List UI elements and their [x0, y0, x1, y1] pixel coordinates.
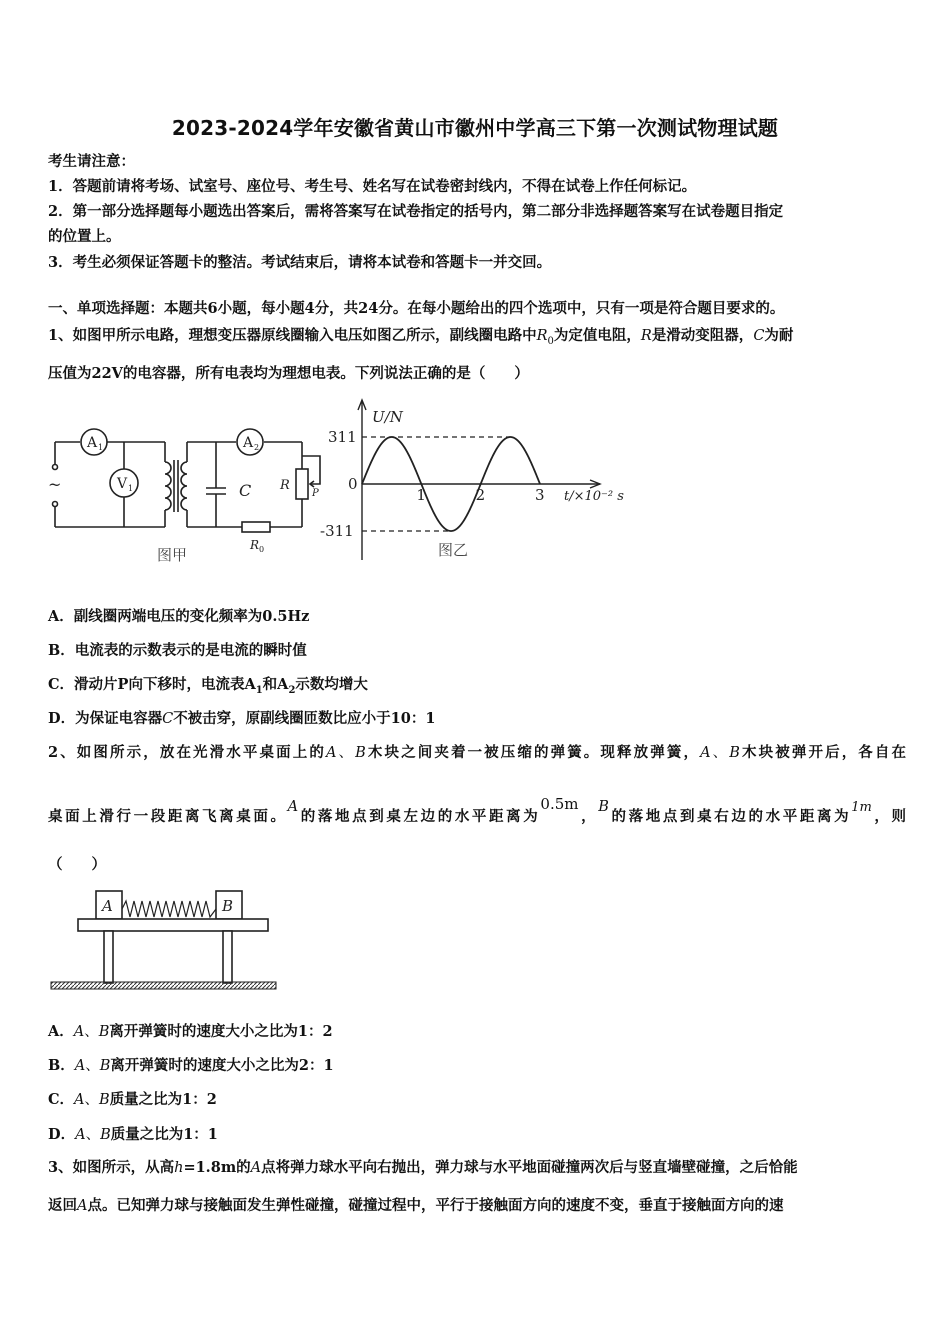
q2-option-d: D．A、B质量之比为1：1: [48, 1126, 218, 1143]
spring-icon: [122, 901, 216, 917]
ammeter-a1-label: A: [87, 435, 98, 451]
voltmeter-label: V: [117, 476, 128, 492]
y-axis-label: U/N: [372, 408, 403, 426]
figure-caption-a: 图甲: [157, 546, 188, 564]
notice-heading: 考生请注意：: [48, 153, 135, 170]
block-a-label: A: [102, 897, 113, 915]
q3-stem-line2: 返回A点。已知弹力球与接触面发生弹性碰撞，碰撞过程中，平行于接触面方向的速度不变，垂直于接触面方向的速: [48, 1197, 784, 1214]
ammeter-a2-label: A: [243, 435, 254, 451]
voltmeter-sub: 1: [128, 484, 134, 493]
y-tick-label: 311: [328, 428, 357, 446]
block-b-label: B: [222, 897, 234, 915]
section-heading: 一、单项选择题：本题共6小题，每小题4分，共24分。在每小题给出的四个选项中，只有一项是符合题目要求的。: [48, 300, 785, 317]
notice-item: 1．答题前请将考场、试室号、座位号、考生号、姓名写在试卷密封线内，不得在试卷上作任何标记。: [48, 178, 697, 195]
q1-stem-line2: 压值为22V的电容器，所有电表均为理想电表。下列说法正确的是（ ）: [48, 365, 529, 382]
q2-stem-line2: 桌面上滑行一段距离飞离桌面。A的落地点到桌左边的水平距离为0.5m，B的落地点到桌右边的水平距离为1m，则: [48, 795, 907, 825]
q3-stem-line1: 3、如图所示，从高h=1.8m的A点将弹力球水平向右抛出，弹力球与水平地面碰撞两次后与竖直墙壁碰撞，之后恰能: [48, 1159, 798, 1176]
x-tick-label: 3: [535, 486, 545, 504]
notice-item: 2．第一部分选择题每小题选出答案后，需将答案写在试卷指定的括号内，第二部分非选择题答案写在试卷题目指定: [48, 203, 784, 220]
notice-item: 的位置上。: [48, 228, 121, 245]
q1-stem-line1: 1、如图甲所示电路，理想变压器原线圈输入电压如图乙所示，副线圈电路中$R_0$为定值电阻，R是滑动变阻器，C为耐: [48, 327, 794, 347]
q2-stem-line1: 2、如图所示，放在光滑水平桌面上的A、B木块之间夹着一被压缩的弹簧。现释放弹簧，A、B木块被弹开后，各自在: [48, 744, 907, 761]
voltage-chart: [320, 392, 640, 567]
r0-label: R: [250, 538, 260, 552]
circuit-diagram: [40, 412, 330, 572]
capacitor-label: C: [239, 481, 252, 500]
ammeter-a1-sub: 1: [98, 443, 104, 452]
ammeter-a2-sub: 2: [254, 443, 260, 452]
q1-option-d: D．为保证电容器C不被击穿，原副线圈匝数比应小于10：1: [48, 710, 436, 727]
notice-item: 3．考生必须保证答题卡的整洁。考试结束后，请将本试卷和答题卡一并交回。: [48, 254, 552, 271]
x-tick-label: 2: [475, 486, 486, 504]
q2-answer-paren: （ ）: [48, 856, 106, 873]
q1-option-b: B．电流表的示数表示的是电流的瞬时值: [48, 642, 307, 659]
x-tick-label: 0: [348, 475, 358, 493]
ac-source-icon: ~: [48, 475, 62, 494]
x-tick-label: 1: [416, 486, 426, 504]
ground: [51, 982, 276, 989]
slider-label: P: [312, 488, 319, 499]
q2-option-a: A．A、B离开弹簧时的速度大小之比为1：2: [48, 1023, 333, 1040]
spring-table-diagram: [46, 885, 281, 997]
page-title: 2023-2024学年安徽省黄山市徽州中学高三下第一次测试物理试题: [171, 116, 779, 140]
r0-sub: 0: [259, 545, 265, 554]
x-axis-label: t/×10⁻² s: [564, 489, 624, 504]
resistor-label: R: [280, 478, 290, 493]
q1-option-c: C．滑动片P向下移时，电流表$A_1$和$A_2$示数均增大: [48, 676, 368, 696]
table-top: [78, 919, 268, 931]
q2-option-b: B．A、B离开弹簧时的速度大小之比为2：1: [48, 1057, 334, 1074]
q2-option-c: C．A、B质量之比为1：2: [48, 1091, 217, 1108]
q1-option-a: A．副线圈两端电压的变化频率为0.5Hz: [48, 608, 310, 625]
figure-caption-b: 图乙: [438, 541, 469, 559]
y-tick-label: -311: [320, 522, 354, 540]
